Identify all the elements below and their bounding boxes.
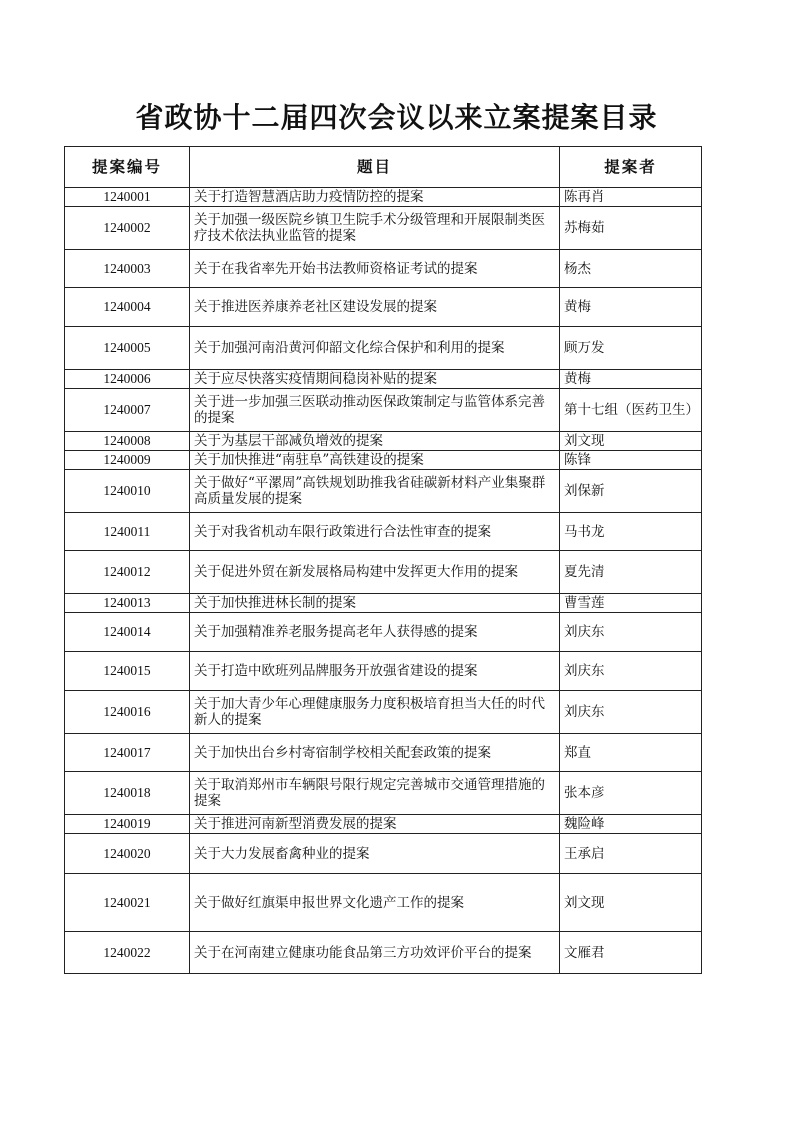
proposal-table — [64, 146, 702, 974]
table-row — [65, 691, 702, 734]
table-row — [65, 188, 702, 207]
proposal-id: 1240016 — [65, 691, 190, 734]
proposer-name: 张本彦 — [560, 772, 702, 815]
proposer-name: 刘文现 — [560, 874, 702, 932]
proposer-name: 魏险峰 — [560, 815, 702, 834]
proposer-name: 刘庆东 — [560, 613, 702, 652]
table-row — [65, 451, 702, 470]
header-topic: 题目 — [190, 147, 560, 188]
proposal-topic: 关于对我省机动车限行政策进行合法性审查的提案 — [190, 513, 560, 551]
proposal-topic: 关于加强一级医院乡镇卫生院手术分级管理和开展限制类医疗技术依法执业监管的提案 — [190, 207, 560, 250]
proposal-id: 1240015 — [65, 652, 190, 691]
proposal-id: 1240013 — [65, 594, 190, 613]
proposer-name: 苏梅茹 — [560, 207, 702, 250]
table-row — [65, 772, 702, 815]
proposal-id: 1240004 — [65, 288, 190, 327]
proposer-name: 顾万发 — [560, 327, 702, 370]
proposal-topic: 关于加快推进“南驻阜”高铁建设的提案 — [190, 451, 560, 470]
table-row — [65, 370, 702, 389]
proposal-id: 1240008 — [65, 432, 190, 451]
table-row — [65, 815, 702, 834]
proposer-name: 夏先清 — [560, 551, 702, 594]
proposal-topic: 关于加大青少年心理健康服务力度积极培育担当大任的时代新人的提案 — [190, 691, 560, 734]
table-row — [65, 207, 702, 250]
table-row — [65, 513, 702, 551]
proposal-id: 1240020 — [65, 834, 190, 874]
document-title: 省政协十二届四次会议以来立案提案目录 — [135, 101, 658, 134]
proposer-name: 刘庆东 — [560, 691, 702, 734]
table-row — [65, 932, 702, 974]
proposal-id: 1240002 — [65, 207, 190, 250]
proposal-id: 1240007 — [65, 389, 190, 432]
table-row — [65, 288, 702, 327]
proposer-name: 杨杰 — [560, 250, 702, 288]
proposal-topic: 关于做好红旗渠申报世界文化遗产工作的提案 — [190, 874, 560, 932]
proposer-name: 曹雪莲 — [560, 594, 702, 613]
proposal-id: 1240010 — [65, 470, 190, 513]
proposal-id: 1240017 — [65, 734, 190, 772]
proposal-topic: 关于加快出台乡村寄宿制学校相关配套政策的提案 — [190, 734, 560, 772]
proposal-topic: 关于做好“平漯周”高铁规划助推我省硅碳新材料产业集聚群高质量发展的提案 — [190, 470, 560, 513]
proposal-topic: 关于推进医养康养老社区建设发展的提案 — [190, 288, 560, 327]
proposer-name: 陈锋 — [560, 451, 702, 470]
proposal-topic: 关于应尽快落实疫情期间稳岗补贴的提案 — [190, 370, 560, 389]
proposal-topic: 关于促进外贸在新发展格局构建中发挥更大作用的提案 — [190, 551, 560, 594]
proposal-id: 1240005 — [65, 327, 190, 370]
proposal-topic: 关于加强精准养老服务提高老年人获得感的提案 — [190, 613, 560, 652]
proposal-topic: 关于大力发展畜禽种业的提案 — [190, 834, 560, 874]
table-row — [65, 551, 702, 594]
proposal-topic: 关于在我省率先开始书法教师资格证考试的提案 — [190, 250, 560, 288]
table-row — [65, 834, 702, 874]
proposal-id: 1240018 — [65, 772, 190, 815]
table-row — [65, 734, 702, 772]
proposal-topic: 关于为基层干部减负增效的提案 — [190, 432, 560, 451]
proposal-topic: 关于推进河南新型消费发展的提案 — [190, 815, 560, 834]
table-header-row — [65, 147, 702, 188]
proposal-id: 1240021 — [65, 874, 190, 932]
table-row — [65, 652, 702, 691]
table-row — [65, 613, 702, 652]
proposer-name: 黄梅 — [560, 370, 702, 389]
proposal-topic: 关于加强河南沿黄河仰韶文化综合保护和利用的提案 — [190, 327, 560, 370]
table-row — [65, 432, 702, 451]
proposer-name: 黄梅 — [560, 288, 702, 327]
proposal-topic: 关于进一步加强三医联动推动医保政策制定与监管体系完善的提案 — [190, 389, 560, 432]
table-row — [65, 470, 702, 513]
proposer-name: 郑直 — [560, 734, 702, 772]
proposer-name: 王承启 — [560, 834, 702, 874]
proposer-name: 刘保新 — [560, 470, 702, 513]
proposal-id: 1240009 — [65, 451, 190, 470]
proposal-topic: 关于打造中欧班列品牌服务开放强省建设的提案 — [190, 652, 560, 691]
proposer-name: 刘庆东 — [560, 652, 702, 691]
table-row — [65, 327, 702, 370]
proposal-id: 1240012 — [65, 551, 190, 594]
proposal-id: 1240014 — [65, 613, 190, 652]
proposal-topic: 关于加快推进林长制的提案 — [190, 594, 560, 613]
proposal-id: 1240001 — [65, 188, 190, 207]
table-row — [65, 389, 702, 432]
proposer-name: 第十七组（医药卫生） — [560, 389, 702, 432]
proposer-name: 文雁君 — [560, 932, 702, 974]
proposer-name: 马书龙 — [560, 513, 702, 551]
proposal-id: 1240011 — [65, 513, 190, 551]
header-proposer: 提案者 — [560, 147, 702, 188]
proposer-name: 刘文现 — [560, 432, 702, 451]
proposal-topic: 关于在河南建立健康功能食品第三方功效评价平台的提案 — [190, 932, 560, 974]
proposal-id: 1240006 — [65, 370, 190, 389]
header-proposal-id: 提案编号 — [65, 147, 190, 188]
proposal-id: 1240019 — [65, 815, 190, 834]
proposal-id: 1240022 — [65, 932, 190, 974]
proposal-topic: 关于打造智慧酒店助力疫情防控的提案 — [190, 188, 560, 207]
table-row — [65, 594, 702, 613]
proposer-name: 陈再肖 — [560, 188, 702, 207]
proposal-topic: 关于取消郑州市车辆限号限行规定完善城市交通管理措施的提案 — [190, 772, 560, 815]
proposal-id: 1240003 — [65, 250, 190, 288]
table-row — [65, 250, 702, 288]
table-row — [65, 874, 702, 932]
